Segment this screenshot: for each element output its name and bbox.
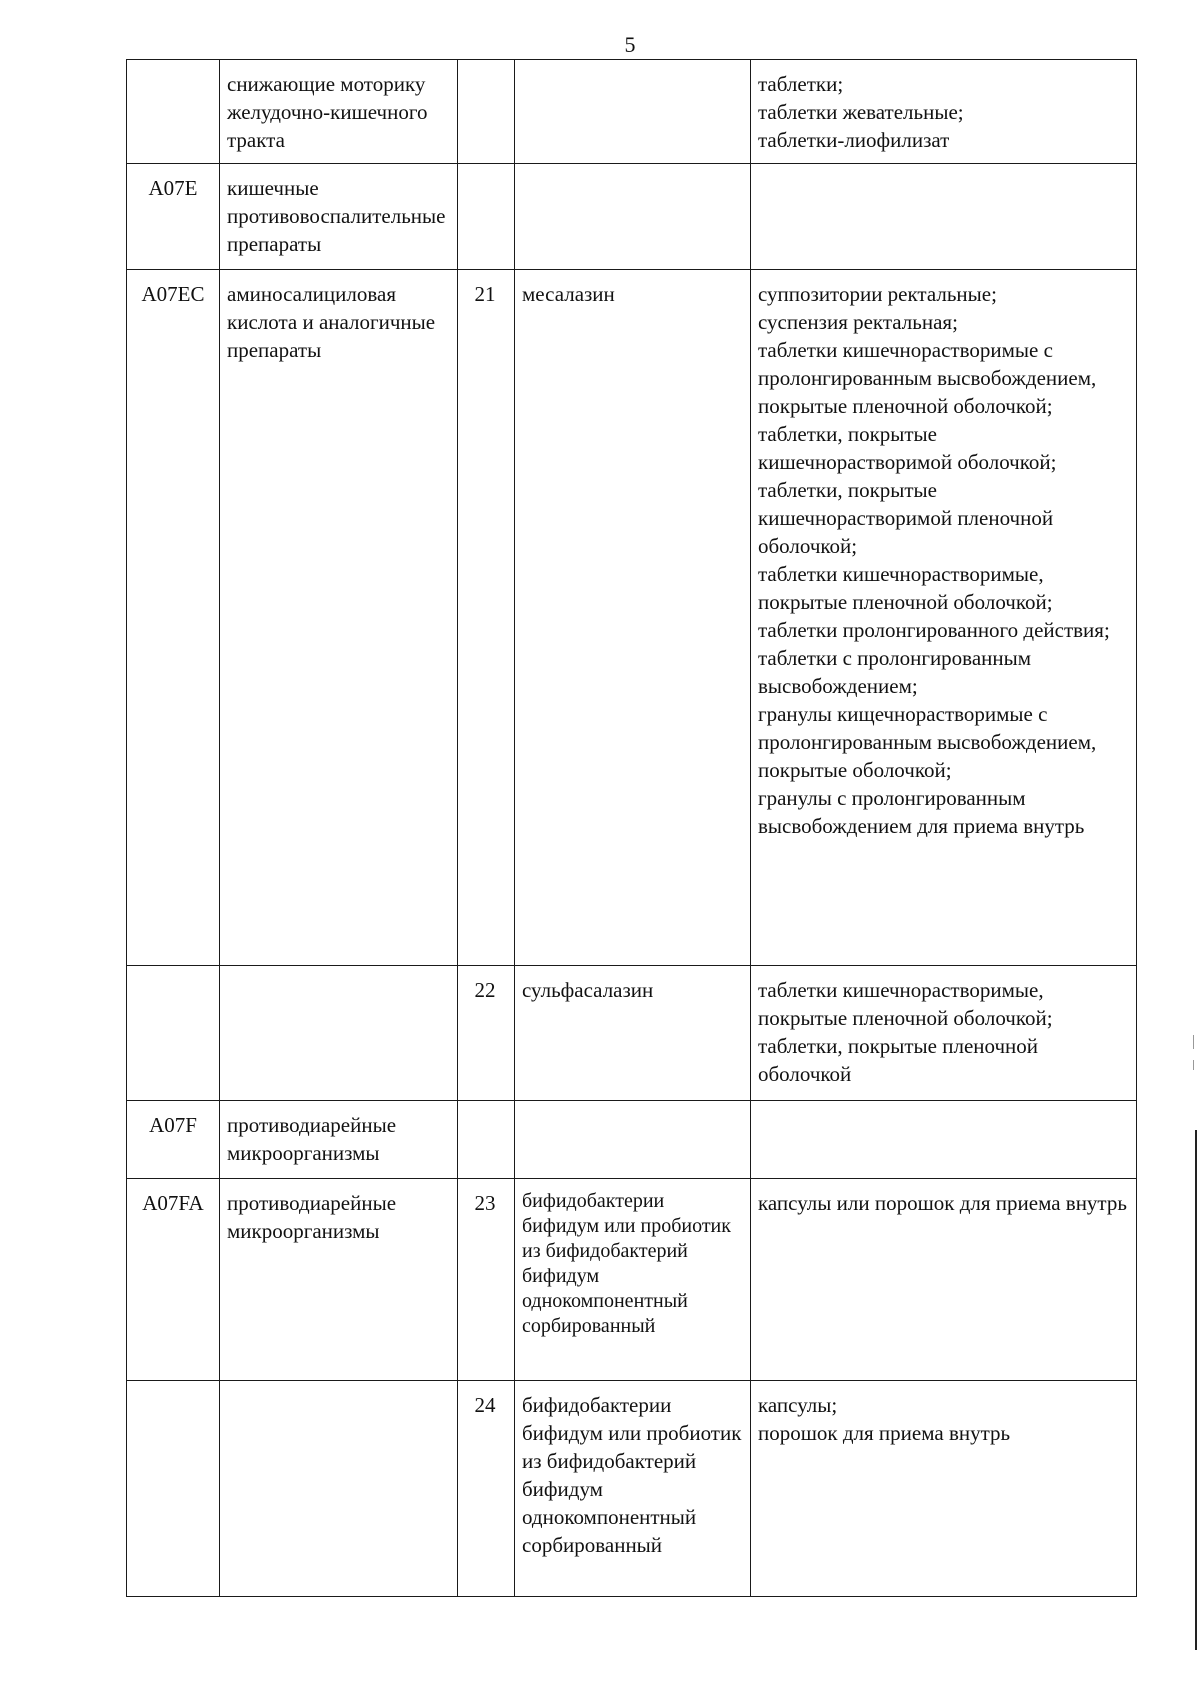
drug-name-cell: бифидобактерии бифидум или пробиотик из бифидобактерий бифидум однокомпонентный сорбированный: [515, 1179, 751, 1381]
group-cell: противодиарейные микроорганизмы: [220, 1101, 458, 1179]
dosage-form: таблетки;: [758, 72, 844, 96]
scan-edge-line: [1195, 1130, 1197, 1650]
scan-edge-mark: [1193, 1035, 1194, 1049]
dosage-forms-cell: [751, 270, 1137, 966]
group-cell: снижающие моторику желудочно-кишечного тракта: [220, 60, 458, 164]
dosage-forms-cell: [751, 164, 1137, 270]
dosage-form: капсулы;: [758, 1393, 838, 1417]
dosage-forms-cell: [751, 1101, 1137, 1179]
dosage-form: гранулы кищечнорастворимые с пролонгированным высвобождением, покрытые оболочкой;: [758, 702, 1097, 782]
dosage-forms-cell: [751, 966, 1137, 1101]
scan-edge-mark: [1193, 1060, 1194, 1070]
dosage-form: таблетки, покрытые кишечнорастворимой пленочной оболочкой;: [758, 478, 1054, 558]
dosage-form: суспензия ректальная;: [758, 310, 958, 334]
table-row: [127, 164, 1137, 270]
drug-table: [126, 59, 1137, 1597]
group-cell: [220, 966, 458, 1101]
number-cell: 21: [458, 270, 515, 966]
group-cell: аминосалициловая кислота и аналогичные препараты: [220, 270, 458, 966]
number-cell: 22: [458, 966, 515, 1101]
atc-code-cell: A07FA: [127, 1179, 220, 1381]
drug-name-cell: [515, 1101, 751, 1179]
dosage-form: суппозитории ректальные;: [758, 282, 997, 306]
drug-name-cell: месалазин: [515, 270, 751, 966]
number-cell: 24: [458, 1381, 515, 1597]
atc-code-cell: A07F: [127, 1101, 220, 1179]
drug-name-cell: [515, 164, 751, 270]
dosage-forms-cell: [751, 60, 1137, 164]
dosage-form: порошок для приема внутрь: [758, 1421, 1011, 1445]
table-row: [127, 1179, 1137, 1381]
number-cell: 23: [458, 1179, 515, 1381]
dosage-form: таблетки пролонгированного действия;: [758, 618, 1110, 642]
group-cell: [220, 1381, 458, 1597]
atc-code-cell: [127, 1381, 220, 1597]
dosage-form: капсулы или порошок для приема внутрь: [758, 1191, 1127, 1215]
dosage-form: таблетки кишечнорастворимые, покрытые пленочной оболочкой;: [758, 562, 1053, 614]
number-cell: [458, 164, 515, 270]
table-row: [127, 1381, 1137, 1597]
page-number: 5: [624, 32, 636, 57]
atc-code-cell: [127, 60, 220, 164]
dosage-forms-cell: [751, 1381, 1137, 1597]
number-cell: [458, 1101, 515, 1179]
dosage-forms-cell: [751, 1179, 1137, 1381]
drug-name-cell: [515, 60, 751, 164]
dosage-form: таблетки, покрытые кишечнорастворимой оболочкой;: [758, 422, 1057, 474]
dosage-form: таблетки кишечнорастворимые с пролонгированным высвобождением, покрытые пленочной оболочкой;: [758, 338, 1097, 418]
dosage-form: таблетки жевательные;: [758, 100, 964, 124]
atc-code-cell: A07EC: [127, 270, 220, 966]
dosage-form: гранулы с пролонгированным высвобождением для приема внутрь: [758, 786, 1085, 838]
group-cell: кишечные противовоспалительные препараты: [220, 164, 458, 270]
table-row: [127, 966, 1137, 1101]
dosage-form: таблетки, покрытые пленочной оболочкой: [758, 1034, 1039, 1086]
atc-code-cell: [127, 966, 220, 1101]
table-row: [127, 1101, 1137, 1179]
table-row: [127, 60, 1137, 164]
drug-name-cell: бифидобактерии бифидум или пробиотик из бифидобактерий бифидум однокомпонентный сорбированный: [515, 1381, 751, 1597]
dosage-form: таблетки с пролонгированным высвобождением;: [758, 646, 1032, 698]
table-row: [127, 270, 1137, 966]
dosage-form: таблетки кишечнорастворимые, покрытые пленочной оболочкой;: [758, 978, 1053, 1030]
dosage-form: таблетки-лиофилизат: [758, 128, 950, 152]
drug-name-cell: сульфасалазин: [515, 966, 751, 1101]
number-cell: [458, 60, 515, 164]
atc-code-cell: A07E: [127, 164, 220, 270]
group-cell: противодиарейные микроорганизмы: [220, 1179, 458, 1381]
